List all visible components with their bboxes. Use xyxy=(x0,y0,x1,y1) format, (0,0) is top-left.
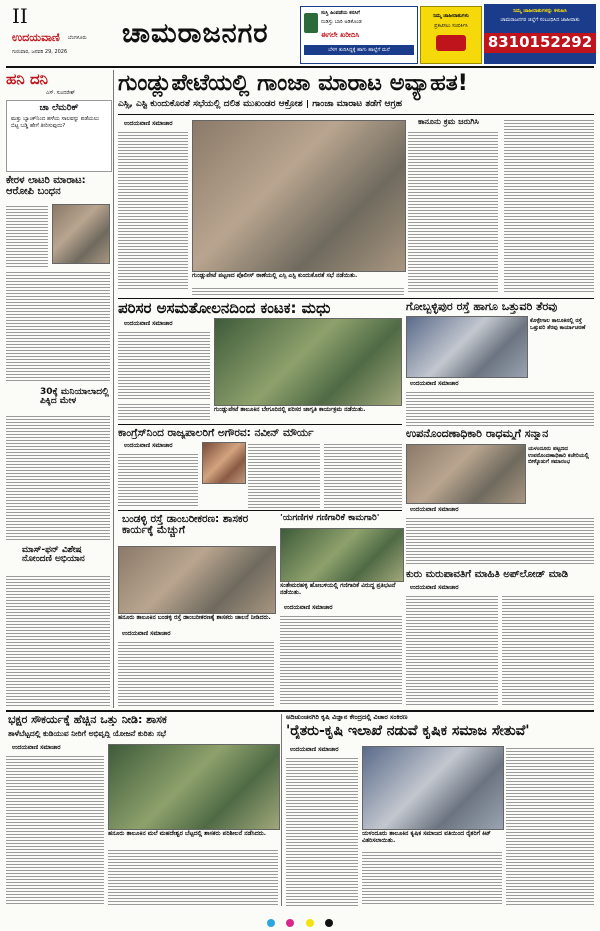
masthead xyxy=(0,0,600,66)
ad-right-line2: ಚಾಮರಾಜನಗರ ಜಿಲ್ಲೆಗೆ ಸಂಬಂಧಿಸಿದ ಜಾಹೀರಾತು xyxy=(500,17,580,23)
kerala-lottery-body xyxy=(6,204,48,268)
congress-rule xyxy=(118,510,402,511)
yellow-dot xyxy=(306,919,314,927)
road-byline: ಉದಯವಾಣಿ ಸಮಾಚಾರ xyxy=(410,380,459,387)
road-photo xyxy=(406,316,528,378)
kuru-body-1 xyxy=(406,594,498,706)
left-column-rule xyxy=(113,70,114,708)
accused-photo xyxy=(52,204,110,264)
masthead-ad-center xyxy=(300,6,418,64)
congress-byline: ಉದಯವಾಣಿ ಸಮಾಚಾರ xyxy=(124,442,173,449)
raitha-photo xyxy=(362,746,504,830)
cartoon-text: ಮತ್ತು ಬ್ಯಾಂಕ್‌ನಿಂದ ಹಳೆಯ ಸಾಲವನ್ನು ಪಡೆಯಲು ಬಿಟ್ಟ ಬಡ್ಡಿ ಹೇಗೆ ತೀರಿಸುವುದು? xyxy=(11,116,100,130)
congress-body-3 xyxy=(324,442,402,508)
cartoon-box xyxy=(6,100,112,172)
left-column xyxy=(6,70,110,706)
bhakra-caption: ಹನೂರು ತಾಲೂಕಿನ ಮಲೆ ಮಹದೇಶ್ವರ ಬೆಟ್ಟದಲ್ಲಿ ಶಾಸಕರು ಪರಿಶೀಲನೆ ನಡೆಸಿದರು. xyxy=(108,830,267,837)
congress-headline: ಕಾಂಗ್ರೆಸ್‌ನಿಂದ ರಾಜ್ಯಪಾಲರಿಗೆ ಅಗೌರವ: ನವೀನ್ ಮೌರ್ಯ xyxy=(118,428,314,439)
bhakra-body-2 xyxy=(108,848,278,906)
upanondani-headline: ಉಪನೊಂದಣಾಧಿಕಾರಿ ರಾಧಮ್ಮಗೆ ಸನ್ಮಾನ xyxy=(406,428,549,440)
cartoon-title: ಚಾ ಲೆಮರಿಕ್ xyxy=(39,103,79,113)
upanondani-body xyxy=(406,516,594,566)
raitha-byline: ಉದಯವಾಣಿ ಸಮಾಚಾರ xyxy=(290,746,339,753)
yaganigala-headline: 'ಯಗಣಿಗಳ ಗಣಿಗಾರಿಕೆ ಕಾಮಗಾರಿ' xyxy=(280,514,380,523)
ad-product-icon xyxy=(304,13,318,33)
yaganigala-photo xyxy=(280,528,404,582)
parisara-rule xyxy=(118,424,402,425)
masthead-ad-mid xyxy=(420,6,482,64)
kuru-body-2 xyxy=(502,594,594,706)
ad-center-line1: ಸುಸ್ತಿ ಹಿಂಪಡೆಯ ಕನಸಿಗೆ xyxy=(321,10,360,16)
registration-marks xyxy=(0,912,600,926)
registration-headline: ಮಾಸ್-ಫನ್ ವಿಶೇಷ ನೋಂದಣಿ ಅಭಿಯಾನ xyxy=(22,545,85,565)
bhakra-body-1 xyxy=(6,754,104,906)
lead-photo xyxy=(192,120,406,272)
ad-mid-line1: ನಿಮ್ಮ ಜಾಹೀರಾತುಗಳು xyxy=(433,13,469,19)
black-dot xyxy=(325,919,333,927)
ad-right-phone: 8310152292 xyxy=(484,33,596,53)
parisara-body-1 xyxy=(118,330,210,400)
date-line: ಗುರುವಾರ, ಜನವರಿ 29, 2026 xyxy=(12,49,68,55)
raitha-headline: 'ರೈತರು-ಕೃಷಿ ಇಲಾಖೆ ನಡುವೆ ಕೃಷಿಕ ಸಮಾಜ ಸೇತುವೆ' xyxy=(286,724,530,739)
lead-body-col1 xyxy=(118,130,188,290)
yaganigala-body xyxy=(280,614,402,706)
bandalli-body xyxy=(118,640,274,706)
lead-body-bottom xyxy=(192,286,404,296)
bhakra-headline: ಭಕ್ಷರ ಸೌಕರ್ಯಕ್ಕೆ ಹೆಚ್ಚಿನ ಒತ್ತು ನೀಡಿ: ಶಾಸಕ xyxy=(8,714,167,726)
road-kicker: ಕೊಳ್ಳೇಗಾಲ ತಾಲೂಕಿನಲ್ಲಿ ರಸ್ತೆ ಒತ್ತುವರಿ ತೆರವು ಕಾರ್ಯಾಚರಣೆ xyxy=(530,318,586,331)
bhakra-subheadline: ತಾಳೆಬೆಟ್ಟದಲ್ಲಿ ಕುಡಿಯುವ ನೀರಿಗೆ ಅಭಿವೃದ್ಧಿ ಯೋಜನೆ ಕುರಿತು ಸಭೆ xyxy=(8,730,166,738)
honey-brand: ಹನಿ ದನಿ xyxy=(6,70,48,88)
mid-page-rule xyxy=(6,710,594,712)
edition-label: ಬೆಂಗಳೂರು xyxy=(68,35,87,41)
kuru-byline: ಉದಯವಾಣಿ ಸಮಾಚಾರ xyxy=(410,584,459,591)
ad-mid-line2: ಪ್ರಕಟಿಸಲು ಸಂಪರ್ಕಿಸಿ xyxy=(434,23,468,29)
lead-subheadline: ಎಸ್ಸಿ, ಎಸ್ಟಿ ಕುಂದುಕೊರತೆ ಸಭೆಯಲ್ಲಿ ದಲಿತ ಮುಖಂಡರ ಆಕ್ರೋಶ | ಗಾಂಜಾ ಮಾರಾಟ ತಡೆಗೆ ಆಗ್ರಹ xyxy=(118,100,402,109)
ad-mid-graphic xyxy=(436,35,466,51)
bhakra-photo xyxy=(108,744,280,830)
lead-byline: ಉದಯವಾಣಿ ಸಮಾಚಾರ xyxy=(124,120,173,127)
lead-sub-rule xyxy=(118,114,594,115)
bandalli-photo xyxy=(118,546,276,614)
ad-center-line3: ಈಗಲೇ ಖರೀದಿಸಿ xyxy=(321,31,360,39)
kerala-lottery-headline: ಕೇರಳ ಲಾಟರಿ ಮಾರಾಟ: ಆರೋಪಿ ಬಂಧನ xyxy=(6,175,86,197)
lead-sidebar-body-2 xyxy=(504,118,594,292)
parisara-photo xyxy=(214,318,402,406)
upanondani-byline: ಉದಯವಾಣಿ ಸಮಾಚಾರ xyxy=(410,506,459,513)
section-title: ಚಾಮರಾಜನಗರ xyxy=(122,18,269,49)
magenta-dot xyxy=(286,919,294,927)
kerala-lottery-body-2 xyxy=(6,270,110,382)
raitha-kicker: ಅದಿಚುಂಚನಗಿರಿ ಕೃಷಿ ವಿಜ್ಞಾನ ಕೇಂದ್ರದಲ್ಲಿ ವಿಚಾರ ಸಂಕಿರಣ xyxy=(286,714,408,721)
lead-sidebar-body-1 xyxy=(408,130,498,292)
raitha-body-1 xyxy=(286,756,358,906)
parisara-byline: ಉದಯವಾಣಿ ಸಮಾಚಾರ xyxy=(124,320,173,327)
mela-body xyxy=(6,414,110,542)
parisara-caption: ಗುಂಡ್ಲುಪೇಟೆ ತಾಲೂಕಿನ ಬೇಗೂರಿನಲ್ಲಿ ಪರಿಸರ ಜಾಗೃತಿ ಕಾರ್ಯಕ್ರಮ ನಡೆಯಿತು. xyxy=(214,406,366,413)
registration-body xyxy=(6,574,110,706)
upanondani-photo xyxy=(406,444,526,504)
road-body xyxy=(406,390,594,426)
bandalli-caption: ಹನೂರು ತಾಲೂಕಿನ ಬಂಡಳ್ಳಿ ರಸ್ತೆ ಡಾಂಬರೀಕರಣಕ್ಕೆ ಶಾಸಕರು ಚಾಲನೆ ನೀಡಿದರು. xyxy=(118,614,271,621)
bandalli-headline: ಬಂಡಳ್ಳಿ ರಸ್ತೆ ಡಾಂಬರೀಕರಣ: ಶಾಸಕರ ಕಾರ್ಯಕ್ಕೆ ಮೆಚ್ಚುಗೆ xyxy=(122,513,249,537)
lead-headline: ಗುಂಡ್ಲುಪೇಟೆಯಲ್ಲಿ ಗಾಂಜಾ ಮಾರಾಟ ಅವ್ಯಾಹತ! xyxy=(118,70,468,96)
honey-author: ಎಸ್. ಸುಂದರೇಶ್ xyxy=(46,90,75,96)
ad-center-line4: ಬೆಳಗ ತುದಿಸಿದ್ದಕ್ಕೆ ಹಾಗು ಹಾಲ್ಲೆಗೆ ಮನೆ xyxy=(304,45,414,55)
road-headline: ಗೋಬ್ಬಳ್ಳಿಪುರ ರಸ್ತೆ ಹಾಗೂ ಒತ್ತುವರಿ ತೆರವು xyxy=(406,300,558,313)
raitha-caption: ಯಳಂದೂರು ತಾಲೂಕಿನ ಕೃಷಿಕ ಸಮಾಜದ ವತಿಯಿಂದ ರೈತರಿಗೆ ಕಿಟ್ ವಿತರಿಸಲಾಯಿತು. xyxy=(362,830,491,845)
congress-portrait xyxy=(202,442,246,484)
paper-logo: ಉದಯವಾಣಿ xyxy=(12,31,60,44)
ad-center-line2: ನುಡಿಸ್ತು ಬಾರಿ ಅಡಿಕೊಂಡ xyxy=(321,19,362,25)
congress-body-1 xyxy=(118,452,198,508)
yaganigala-caption: ಸಂತೇಮರಹಳ್ಳಿ ಹೋಬಳಿಯಲ್ಲಿ ಗಣಿಗಾರಿಕೆ ವಿರುದ್ಧ ಪ್ರತಿಭಟನೆ ನಡೆಯಿತು. xyxy=(280,582,396,597)
congress-body-2 xyxy=(248,442,320,508)
bandalli-byline: ಉದಯವಾಣಿ ಸಮಾಚಾರ xyxy=(122,630,171,637)
parisara-headline: ಪರಿಸರ ಅಸಮತೋಲನದಿಂದ ಕಂಟಕ: ಮಧು xyxy=(118,299,331,317)
bhakra-byline: ಉದಯವಾಣಿ ಸಮಾಚಾರ xyxy=(12,744,61,751)
page-number: II xyxy=(12,4,28,28)
masthead-divider xyxy=(6,66,594,68)
lead-sidebar-title: ಕಾನೂನು ಕ್ರಮ ಜರುಗಿಸಿ xyxy=(418,117,479,126)
raitha-body-2 xyxy=(362,850,502,906)
lead-photo-caption: ಗುಂಡ್ಲುಪೇಟೆ ಪಟ್ಟಣದ ಪೊಲೀಸ್ ಠಾಣೆಯಲ್ಲಿ ಎಸ್ಸಿ ಎಸ್ಟಿ ಕುಂದುಕೊರತೆ ಸಭೆ ನಡೆಯಿತು. xyxy=(192,272,358,279)
yaganigala-byline: ಉದಯವಾಣಿ ಸಮಾಚಾರ xyxy=(284,604,333,611)
cyan-dot xyxy=(267,919,275,927)
lead-sidebar xyxy=(408,118,594,294)
ad-right-line1: ನಿಮ್ಮ ಜಾಹೀರಾತುಗಳನ್ನು ಕಳುಹಿಸಿ xyxy=(513,8,567,14)
raitha-body-3 xyxy=(506,746,594,906)
parisara-body-2 xyxy=(118,402,210,422)
bhakra-rule xyxy=(281,714,282,906)
kuru-headline: ಕುರು ಮರುಪಾವತಿಗೆ ಮಾಹಿತಿ ಅಪ್‌ಲೋಡ್ ಮಾಡಿ xyxy=(406,570,569,580)
upanondani-kicker: ಯಳಂದೂರು ಪಟ್ಟಣದ ಉಪನೊಂದಣಾಧಿಕಾರಿ ಕಚೇರಿಯಲ್ಲಿ ಬೀಳ್ಕೊಡುಗೆ ಸಮಾರಂಭ xyxy=(528,446,589,466)
mela-headline: 30ಕ್ಕೆ ಮನಿಯಾಲಾದಲ್ಲಿ ಪಿಕ್ಕಿದ ಮೇಳ xyxy=(40,387,109,407)
masthead-ad-right xyxy=(484,4,596,64)
